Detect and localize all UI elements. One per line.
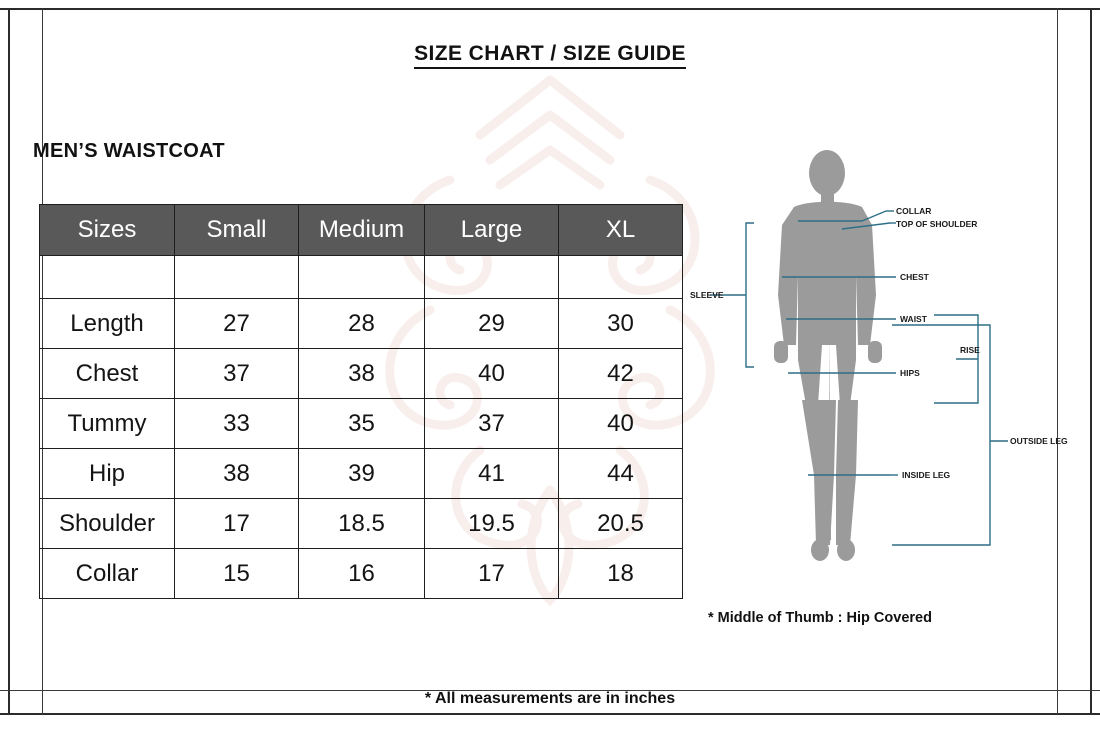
table-cell [425,256,559,299]
table-header-cell-xl: XL [559,205,683,256]
diagram-label-hips: HIPS [900,368,920,378]
table-cell: 33 [175,399,299,449]
table-cell: 40 [559,399,683,449]
table-row-label: Tummy [40,399,175,449]
table-cell: 15 [175,549,299,599]
diagram-label-inside-leg: INSIDE LEG [902,470,951,480]
table-cell: 17 [175,499,299,549]
table-cell: 42 [559,349,683,399]
table-header-cell-large: Large [425,205,559,256]
table-header-cell-small: Small [175,205,299,256]
table-cell: 37 [175,349,299,399]
table-cell: 18.5 [299,499,425,549]
table-cell: 17 [425,549,559,599]
table-cell: 38 [299,349,425,399]
frame-border-right [1090,8,1092,715]
table-header-row [40,205,683,256]
table-cell: 28 [299,299,425,349]
table-cell: 37 [425,399,559,449]
table-row-label: Chest [40,349,175,399]
table-row [40,499,683,549]
diagram-label-top-of-shoulder: TOP OF SHOULDER [896,219,978,229]
table-row [40,349,683,399]
table-row [40,299,683,349]
table-header [40,205,683,256]
footer-note: * All measurements are in inches [424,690,676,707]
page-title [0,42,1100,66]
table-row [40,449,683,499]
table-cell: 38 [175,449,299,499]
table-cell: 18 [559,549,683,599]
diagram-label-outside-leg: OUTSIDE LEG [1010,436,1068,446]
diagram-label-rise: RISE [960,345,980,355]
table-cell: 16 [299,549,425,599]
figure-note: * Middle of Thumb : Hip Covered [708,610,932,626]
table-row-label: Hip [40,449,175,499]
table-cell [40,256,175,299]
diagram-label-waist: WAIST [900,314,927,324]
table-cell: 39 [299,449,425,499]
table-cell: 40 [425,349,559,399]
table-cell: 30 [559,299,683,349]
diagram-label-collar: COLLAR [896,206,932,216]
table-row [40,256,683,299]
table-cell: 29 [425,299,559,349]
table-cell [299,256,425,299]
diagram-label-sleeve: SLEEVE [690,290,724,300]
table-cell [559,256,683,299]
size-measurements-table [39,204,683,599]
page-title-text: SIZE CHART / SIZE GUIDE [414,42,686,69]
table-row [40,549,683,599]
table-header-cell-medium: Medium [299,205,425,256]
table-body [40,256,683,599]
table-row [40,399,683,449]
table-cell: 27 [175,299,299,349]
table-row-label: Collar [40,549,175,599]
table-cell: 35 [299,399,425,449]
table-header-cell-sizes: Sizes [40,205,175,256]
frame-border-top [0,8,1100,10]
table-cell: 20.5 [559,499,683,549]
table-cell: 19.5 [425,499,559,549]
body-measurement-diagram [690,145,1080,605]
table-row-label: Shoulder [40,499,175,549]
diagram-label-chest: CHEST [900,272,929,282]
table-row-label: Length [40,299,175,349]
male-body-silhouette [774,150,882,561]
frame-border-left [8,8,10,715]
table-cell: 44 [559,449,683,499]
section-title: MEN’S WAISTCOAT [33,140,225,162]
frame-border-bottom [0,713,1100,715]
table-cell: 41 [425,449,559,499]
table-cell [175,256,299,299]
